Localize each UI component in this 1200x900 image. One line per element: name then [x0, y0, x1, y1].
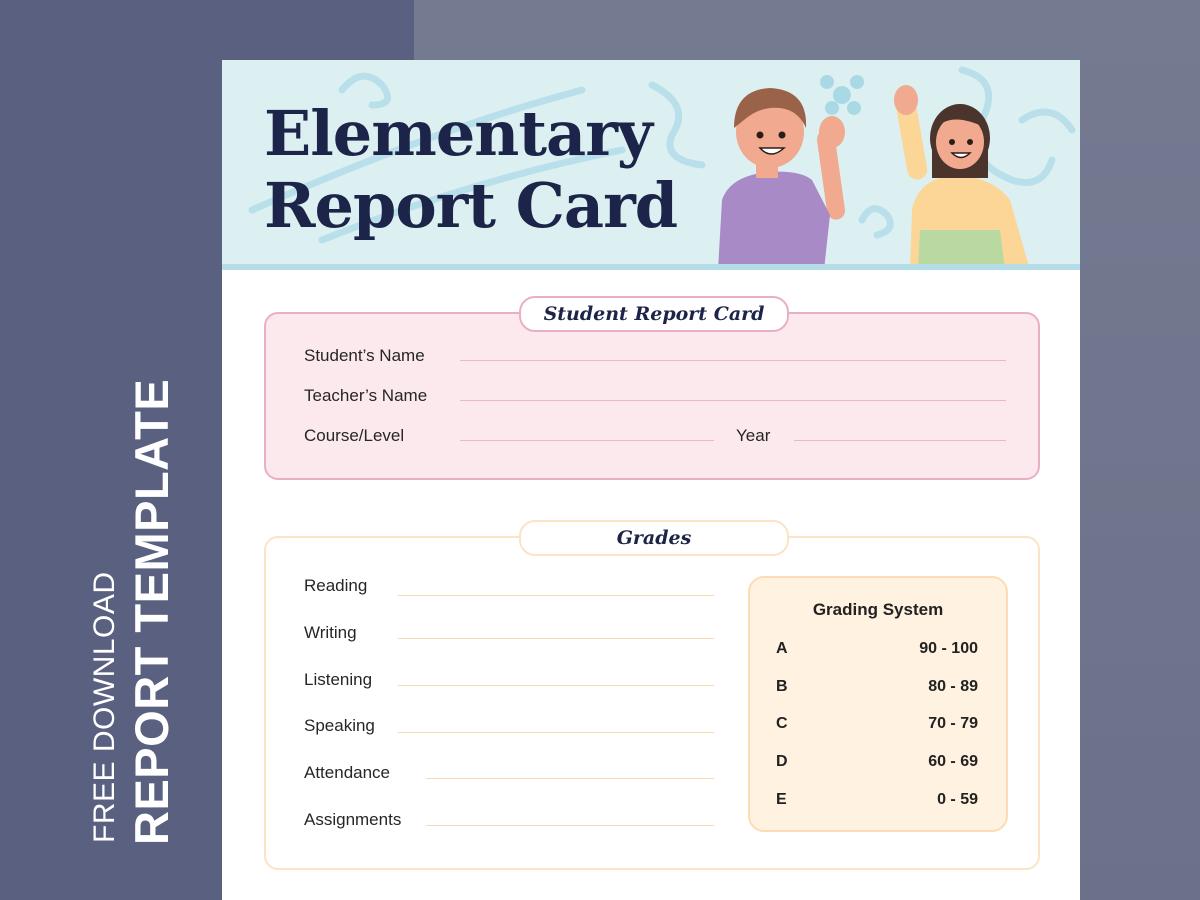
banner-bottom-strip — [222, 264, 1080, 270]
grade-row — [776, 753, 978, 775]
subject-label-writing: Writing — [304, 623, 357, 642]
subject-label-assignments: Assignments — [304, 810, 402, 829]
waving-children-illustration — [700, 80, 1040, 264]
grade-letter: A — [776, 640, 788, 657]
report-card-page — [222, 60, 1080, 900]
side-promo-text — [70, 378, 178, 845]
year-label: Year — [736, 426, 771, 445]
grades-section — [264, 527, 1040, 870]
writing-grade-field[interactable] — [398, 638, 714, 639]
assignments-grade-field[interactable] — [426, 825, 714, 826]
girl-figure — [894, 85, 1030, 264]
grade-letter: D — [776, 753, 788, 770]
grade-range: 0 - 59 — [937, 791, 978, 808]
grade-letter: B — [776, 678, 788, 695]
attendance-grade-field[interactable] — [426, 778, 714, 779]
grade-row — [776, 791, 978, 813]
teacher-name-field[interactable] — [460, 400, 1006, 401]
subject-label-listening: Listening — [304, 670, 373, 689]
grade-letter: C — [776, 715, 788, 732]
grade-range: 60 - 69 — [928, 753, 978, 770]
subject-label-reading: Reading — [304, 576, 368, 595]
subject-label-attendance: Attendance — [304, 763, 391, 782]
grade-range: 90 - 100 — [919, 640, 978, 657]
grade-range: 70 - 79 — [928, 715, 978, 732]
grade-row — [776, 640, 978, 662]
grade-range: 80 - 89 — [928, 678, 978, 695]
speaking-grade-field[interactable] — [398, 732, 714, 733]
reading-grade-field[interactable] — [398, 595, 714, 596]
course-level-field[interactable] — [460, 440, 714, 441]
grade-row — [776, 678, 978, 700]
course-level-label: Course/Level — [304, 426, 405, 445]
header-banner — [222, 60, 1080, 264]
title-line-2: Report Card — [264, 169, 678, 242]
boy-figure — [718, 88, 846, 264]
year-field[interactable] — [794, 440, 1006, 441]
grading-system-box — [748, 576, 1008, 832]
grade-letter: E — [776, 791, 787, 808]
free-download-label: FREE DOWNLOAD — [88, 571, 121, 843]
grades-heading: Grades — [519, 520, 789, 556]
teacher-name-label: Teacher’s Name — [304, 386, 428, 405]
student-name-field[interactable] — [460, 360, 1006, 361]
page-title — [264, 98, 677, 242]
student-name-label: Student’s Name — [304, 346, 425, 365]
listening-grade-field[interactable] — [398, 685, 714, 686]
grading-system-title: Grading System — [812, 600, 944, 619]
subject-label-speaking: Speaking — [304, 716, 375, 735]
student-report-card-heading: Student Report Card — [519, 296, 789, 332]
title-line-1: Elementary — [264, 97, 652, 170]
report-template-label: REPORT TEMPLATE — [125, 378, 178, 845]
student-info-section — [264, 303, 1040, 480]
grade-row — [776, 715, 978, 737]
